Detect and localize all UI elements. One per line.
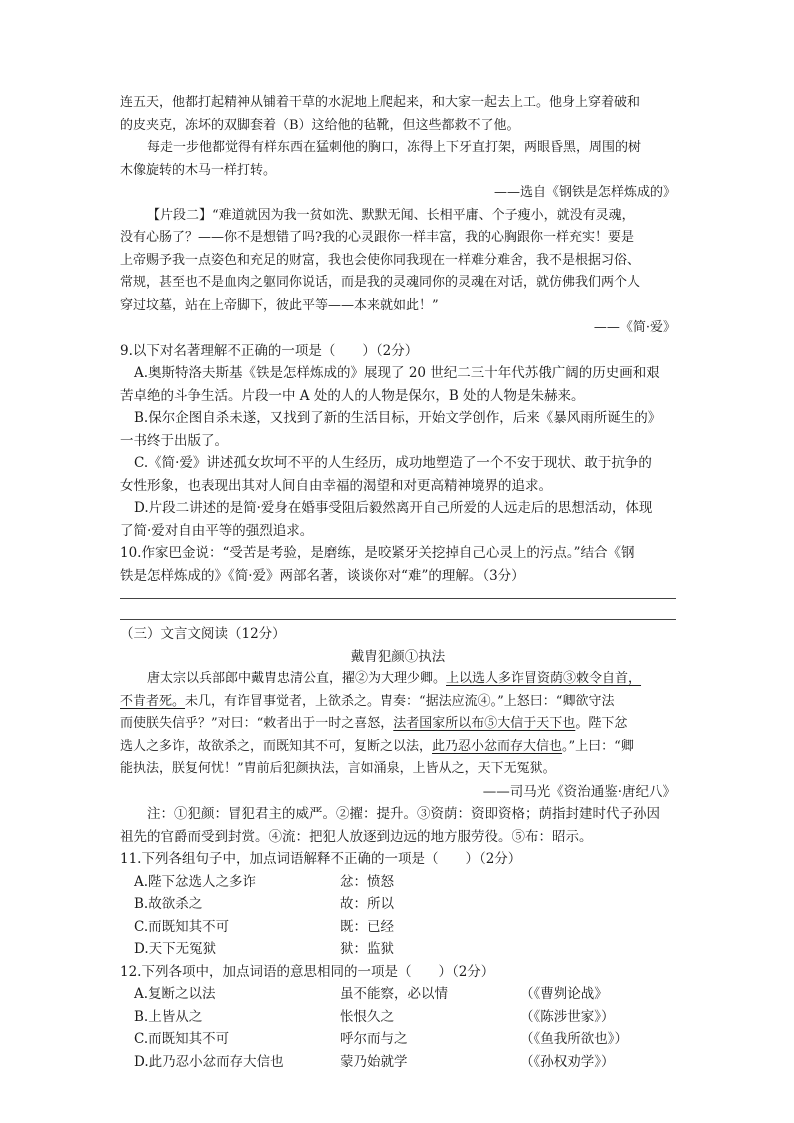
excerpt-one xyxy=(120,92,676,205)
excerpt-two-line: 穿过坟墓，站在上帝脚下，彼此平等——本来就如此！” xyxy=(120,297,439,313)
option-label: C.而既知其不可 xyxy=(134,918,230,935)
answer-line[interactable] xyxy=(120,619,676,620)
option-label: B.上皆从之 xyxy=(134,1008,203,1025)
passage-line: 不肯者死。未几，有诈冒事觉者，上欲杀之。胄奏：“据法应流④。”上怒曰：“卿欲守法 xyxy=(120,693,615,709)
passage-notes: 注：①犯颜：冒犯君主的威严。②擢：提升。③资荫：资即资格；荫指封建时代子孙因 xyxy=(147,806,660,822)
option-source: （《鱼我所欲也》） xyxy=(520,1031,628,1047)
option-row xyxy=(120,893,676,916)
option-gloss: 故：所以 xyxy=(340,896,394,912)
classical-reading-section xyxy=(120,623,676,848)
option-row xyxy=(120,1006,676,1029)
question-11 xyxy=(120,848,676,961)
passage-source: ——司马光《资治通鉴·唐纪八》 xyxy=(482,783,676,800)
passage-line: 能执法，朕复何忧！”胄前后犯颜执法，言如涌泉，上皆从之，天下无冤狱。 xyxy=(120,761,556,776)
excerpt-two-line: 常规，甚至也不是血肉之躯同你说话，而是我的灵魂同你的灵魂在对话，就仿佛我们两个人 xyxy=(120,275,641,290)
question-9-option-c: C.《简·爱》讲述孤女坎坷不平的人生经历，成功地塑造了一个不安于现状、敢于抗争的 xyxy=(134,455,652,471)
option-row xyxy=(120,871,676,894)
passage-line: 唐太宗以兵部郎中戴胄忠清公直，擢②为大理少卿。上以选人多诈冒资荫③敕令自首， xyxy=(147,671,642,686)
section-heading: （三）文言文阅读（12分） xyxy=(120,626,286,642)
question-10-line: 铁是怎样炼成的》《简·爱》两部名著，谈谈你对“难”的理解。（3分） xyxy=(120,567,525,584)
option-compare: 怅恨久之 xyxy=(340,1008,394,1025)
excerpt-one-line: 木像旋转的木马一样打转。 xyxy=(120,162,277,178)
excerpt-one-line: 连五天，他都打起精神从铺着干草的水泥地上爬起来，和大家一起去上工。他身上穿着破和 xyxy=(120,95,641,110)
question-9-option-c-cont: 女性形象，也表现出其对人间自由幸福的渴望和对更高精神境界的追求。 xyxy=(120,477,552,494)
option-row xyxy=(120,1028,676,1051)
question-9-option-a-cont: 苦卓绝的斗争生活。片段一中 A 处的人的人物是保尔，B 处的人物是朱赫来。 xyxy=(120,387,585,404)
question-9-option-d: D.片段二讲述的是简·爱身在婚事受阻后毅然离开自己所爱的人远走后的思想活动，体现 xyxy=(134,500,653,516)
option-gloss: 既：已经 xyxy=(340,918,394,935)
question-9-option-b-cont: 一书终于出版了。 xyxy=(120,432,228,449)
option-row xyxy=(120,916,676,939)
passage-notes: 祖先的官爵而受到封赏。④流：把犯人放逐到边远的地方服劳役。⑤布：昭示。 xyxy=(120,828,593,845)
question-11-options xyxy=(120,871,676,961)
excerpt-two-line: 【片段二】“难道就因为我一贫如洗、默默无闻、长相平庸、个子瘦小，就没有灵魂， xyxy=(147,207,635,223)
question-9-stem: 9.以下对名著理解不正确的一项是（ ）（2分） xyxy=(120,342,419,359)
question-10-line: 10.作家巴金说：“受苦是考验，是磨练，是咬紧牙关挖掉自己心灵上的污点。”结合《钢 xyxy=(120,545,635,561)
option-gloss: 狱：监狱 xyxy=(340,941,394,957)
option-label: B.故欲杀之 xyxy=(134,896,203,912)
option-label: C.而既知其不可 xyxy=(134,1031,230,1047)
excerpt-one-source: ——选自《钢铁是怎样炼成的》 xyxy=(493,185,676,200)
passage-line: 而使朕失信乎？”对曰：“敕者出于一时之喜怒，法者国家所以布⑤大信于天下也。陛下忿 xyxy=(120,716,628,731)
excerpt-two-line: 上帝赐予我一点姿色和充足的财富，我也会使你同我现在一样难分难舍，我不是根据习俗、 xyxy=(120,252,641,268)
question-11-stem: 11.下列各组句子中，加点词语解释不正确的一项是（ ）（2分） xyxy=(120,851,522,867)
option-label: A.复断之以法 xyxy=(134,986,216,1002)
option-row xyxy=(120,983,676,1006)
excerpt-one-line: 的皮夹克，冻坏的双脚套着（B）这给他的毡靴，但这些都救不了他。 xyxy=(120,117,520,133)
option-label: D.此乃忍小忿而存大信也 xyxy=(134,1053,284,1070)
passage-line: 选人之多诈，故欲杀之，而既知其不可，复断之以法，此乃忍小忿而存大信也。”上曰：“卿 xyxy=(120,738,634,754)
option-source: （《曹刿论战》 xyxy=(520,986,608,1002)
option-compare: 呼尔而与之 xyxy=(340,1031,408,1047)
option-gloss: 忿：愤怒 xyxy=(340,873,394,890)
excerpt-one-line: 每走一步他都觉得有样东西在猛刺他的胸口，冻得上下牙直打架，两眼昏黑，周围的树 xyxy=(147,140,642,155)
passage-title: 戴胄犯颜①执法 xyxy=(350,648,446,665)
option-source: （《陈涉世家》） xyxy=(520,1008,615,1025)
question-9-option-d-cont: 了简·爱对自由平等的强烈追求。 xyxy=(120,522,314,539)
option-compare: 虽不能察，必以情 xyxy=(340,986,448,1002)
option-row xyxy=(120,938,676,961)
option-source: （《孙权劝学》） xyxy=(520,1053,615,1070)
question-10 xyxy=(120,542,676,620)
question-12-stem: 12.下列各项中，加点词语的意思相同的一项是（ ）（2分） xyxy=(120,963,495,980)
question-12 xyxy=(120,961,676,1074)
question-9-option-b: B.保尔企图自杀未遂，又找到了新的生活目标，开始文学创作，后来《暴风雨所诞生的》 xyxy=(134,410,662,426)
option-label: A.陛下忿选人之多诈 xyxy=(134,873,257,890)
option-compare: 蒙乃始就学 xyxy=(340,1053,408,1070)
page-content xyxy=(120,92,676,1073)
question-9-option-a: A.奥斯特洛夫斯基《铁是怎样炼成的》展现了 20 世纪二三十年代苏俄广阔的历史画和艰 xyxy=(134,365,660,381)
option-row xyxy=(120,1051,676,1074)
excerpt-two-source: ——《简·爱》 xyxy=(593,320,676,335)
excerpt-two xyxy=(120,205,676,340)
question-12-options xyxy=(120,983,676,1073)
option-label: D.天下无冤狱 xyxy=(134,941,217,957)
question-9 xyxy=(120,340,676,543)
excerpt-two-line: 没有心肠了？——你不是想错了吗?我的心灵跟你一样丰富，我的心胸跟你一样充实！要是 xyxy=(120,230,634,245)
